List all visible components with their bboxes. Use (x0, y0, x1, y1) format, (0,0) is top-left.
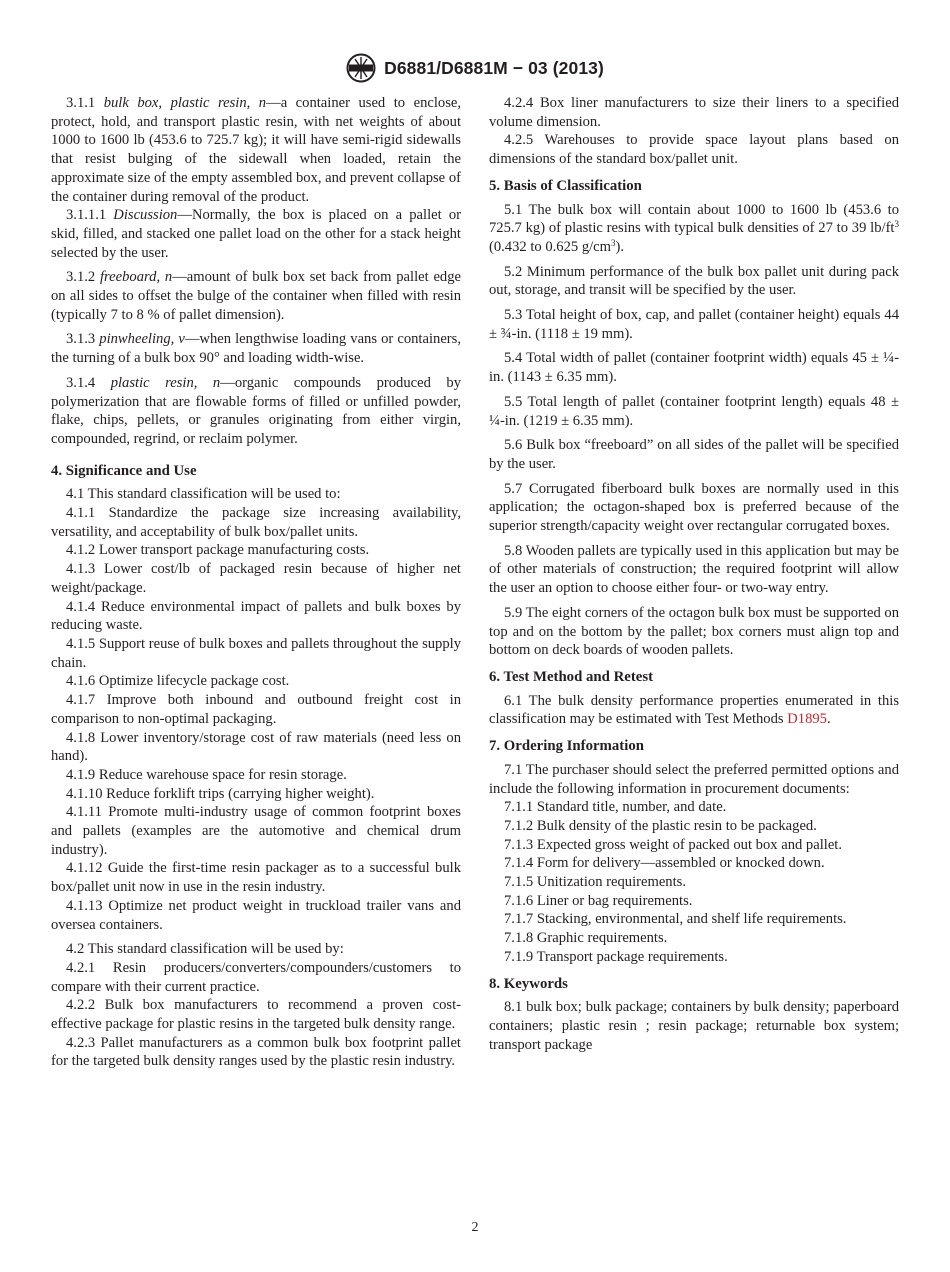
section-7-1-7: 7.1.7 Stacking, environmental, and shelf life requirements. (504, 911, 847, 928)
section-5-heading: 5. Basis of Classification (489, 177, 642, 194)
astm-logo-icon (346, 53, 376, 83)
section-4-1-5: 4.1.5 Support reuse of bulk boxes and pallets throughout the supply chain. (51, 635, 461, 671)
section-3-1-1-1: 3.1.1.1 Discussion—Normally, the box is placed on a pallet or skid, filled, and stacked one pallet load on the other for a stack height selected by the user. (51, 207, 461, 261)
section-4-1-1: 4.1.1 Standardize the package size increasing availability, versatility, and acceptability of bulk box/pallet units. (51, 505, 461, 540)
section-4-1-3: 4.1.3 Lower cost/lb of packaged resin because of higher net weight/package. (51, 561, 461, 596)
section-4-2-3: 4.2.3 Pallet manufacturers as a common bulk box footprint pallet for the targeted bulk density ranges used by the plastic resin industry. (51, 1034, 461, 1070)
section-5-3: 5.3 Total height of box, cap, and pallet (container height) equals 44 ± ¾-in. (1118 ± 19 mm). (489, 307, 899, 342)
section-4-2-5: 4.2.5 Warehouses to provide space layout plans based on dimensions of the standard box/pallet unit. (489, 132, 899, 168)
section-5-9: 5.9 The eight corners of the octagon bulk box must be supported on top and on the bottom by the pallet; box corners must align top and bottom on deck boards of wooden pallets. (489, 604, 899, 659)
section-4-1-8: 4.1.8 Lower inventory/storage cost of raw materials (need less on hand). (51, 729, 461, 765)
section-7-1: 7.1 The purchaser should select the preferred permitted options and include the following information in procurement documents: (489, 761, 899, 797)
section-4-1-7: 4.1.7 Improve both inbound and outbound freight cost in comparison to non-optimal packaging. (51, 692, 461, 727)
section-4-1-10: 4.1.10 Reduce forklift trips (carrying higher weight). (66, 785, 375, 802)
section-4-2: 4.2 This standard classification will be used by: (66, 941, 344, 958)
section-6-heading: 6. Test Method and Retest (489, 668, 654, 685)
section-8-heading: 8. Keywords (489, 975, 568, 992)
section-5-7: 5.7 Corrugated fiberboard bulk boxes are normally used in this application; the octagon-shaped box is preferred because of the superior strength/capacity weight over rectangular corrugated boxes. (489, 480, 899, 535)
section-4-1-6: 4.1.6 Optimize lifecycle package cost. (66, 673, 290, 690)
section-7-1-1: 7.1.1 Standard title, number, and date. (504, 799, 727, 816)
section-4-1-9: 4.1.9 Reduce warehouse space for resin storage. (66, 766, 347, 783)
section-7-1-6: 7.1.6 Liner or bag requirements. (504, 892, 693, 909)
section-4-2-4: 4.2.4 Box liner manufacturers to size their liners to a specified volume dimension. (489, 95, 899, 130)
section-3-1-3: 3.1.3 pinwheeling, v—when lengthwise loading vans or containers, the turning of a bulk box 90° and loading width-wise. (51, 331, 461, 367)
section-5-1: 5.1 The bulk box will contain about 1000 to 1600 lb (453.6 to 725.7 kg) of plastic resins with typical bulk densities of 27 to 39 $lb/ft^3$ (0.432 to 0.625 $g/cm^3$). (489, 201, 899, 255)
page-number: 2 (471, 1220, 479, 1235)
left-column (51, 94, 461, 1071)
section-3-1-4: 3.1.4 plastic resin, n—organic compounds produced by polymerization that are flowable forms of filled or unfilled powder, flake, chips, pellets, or granules originating from either virgin, compounded, regrind, or reclaim polymer. (51, 374, 461, 447)
section-4-heading: 4. Significance and Use (51, 462, 197, 479)
section-7-1-2: 7.1.2 Bulk density of the plastic resin to be packaged. (504, 817, 817, 834)
section-7-1-5: 7.1.5 Unitization requirements. (504, 874, 686, 891)
section-5-2: 5.2 Minimum performance of the bulk box pallet unit during pack out, storage, and transit will be specified by the user. (489, 263, 899, 299)
section-5-4: 5.4 Total width of pallet (container footprint width) equals 45 ± ¼-in. (1143 ± 6.35 mm). (489, 350, 899, 386)
page-header (0, 52, 950, 84)
section-8-1: 8.1 bulk box; bulk package; containers by bulk density; paperboard containers; plastic resin ; resin package; returnable box system; transport package (489, 999, 899, 1053)
section-7-1-4: 7.1.4 Form for delivery—assembled or knocked down. (504, 855, 825, 872)
section-4-1-13: 4.1.13 Optimize net product weight in truckload trailer vans and oversea containers. (51, 897, 461, 933)
section-7-heading: 7. Ordering Information (489, 738, 644, 755)
section-3-1-2: 3.1.2 freeboard, n—amount of bulk box set back from pallet edge on all sides to offset the bulge of the container when filled with resin (typically 7 to 8 % of pallet dimension). (51, 269, 461, 323)
section-3-1-1: 3.1.1 bulk box, plastic resin, n—a container used to enclose, protect, hold, and transport plastic resin, with net weights of about 1000 to 1600 lb (453.6 to 725.7 kg); it will have semi-rigid sidewalls that resist bulging of the sidewall when loaded, retain the approximate size of the empty assembled box, and prevent collapse of the container during removal of the product. (51, 95, 461, 205)
section-4-1-12: 4.1.12 Guide the first-time resin packager as to a successful bulk box/pallet unit now in use in the resin industry. (51, 860, 461, 896)
d1895-link[interactable]: D1895 (787, 711, 827, 728)
section-4-2-2: 4.2.2 Bulk box manufacturers to recommend a proven cost-effective package for plastic resins in the targeted bulk density range. (51, 997, 461, 1033)
section-6-1: 6.1 The bulk density performance properties enumerated in this classification may be estimated with Test Methods D1895. (489, 692, 899, 728)
section-7-1-8: 7.1.8 Graphic requirements. (504, 930, 668, 947)
section-7-1-3: 7.1.3 Expected gross weight of packed out box and pallet. (504, 836, 843, 853)
section-4-1: 4.1 This standard classification will be used to: (66, 486, 341, 503)
section-7-1-9: 7.1.9 Transport package requirements. (504, 948, 728, 965)
section-5-5: 5.5 Total length of pallet (container footprint length) equals 48 ± ¼-in. (1219 ± 6.35 mm). (489, 393, 899, 429)
section-4-2-1: 4.2.1 Resin producers/converters/compounders/customers to compare with their current practice. (51, 959, 461, 995)
section-4-1-2: 4.1.2 Lower transport package manufacturing costs. (66, 542, 370, 559)
section-4-1-11: 4.1.11 Promote multi-industry usage of common footprint boxes and pallets (examples are the automotive and chemical drum industry). (51, 804, 461, 858)
right-column (489, 94, 899, 1054)
section-4-1-4: 4.1.4 Reduce environmental impact of pallets and bulk boxes by reducing waste. (51, 598, 461, 634)
section-5-8: 5.8 Wooden pallets are typically used in this application but may be of other materials of construction; the required footprint will allow the user an option to choose either four- or two-way entry. (489, 542, 899, 597)
section-5-6: 5.6 Bulk box “freeboard” on all sides of the pallet will be specified by the user. (489, 437, 899, 472)
document-designation: D6881/D6881M − 03 (2013) (384, 57, 604, 78)
